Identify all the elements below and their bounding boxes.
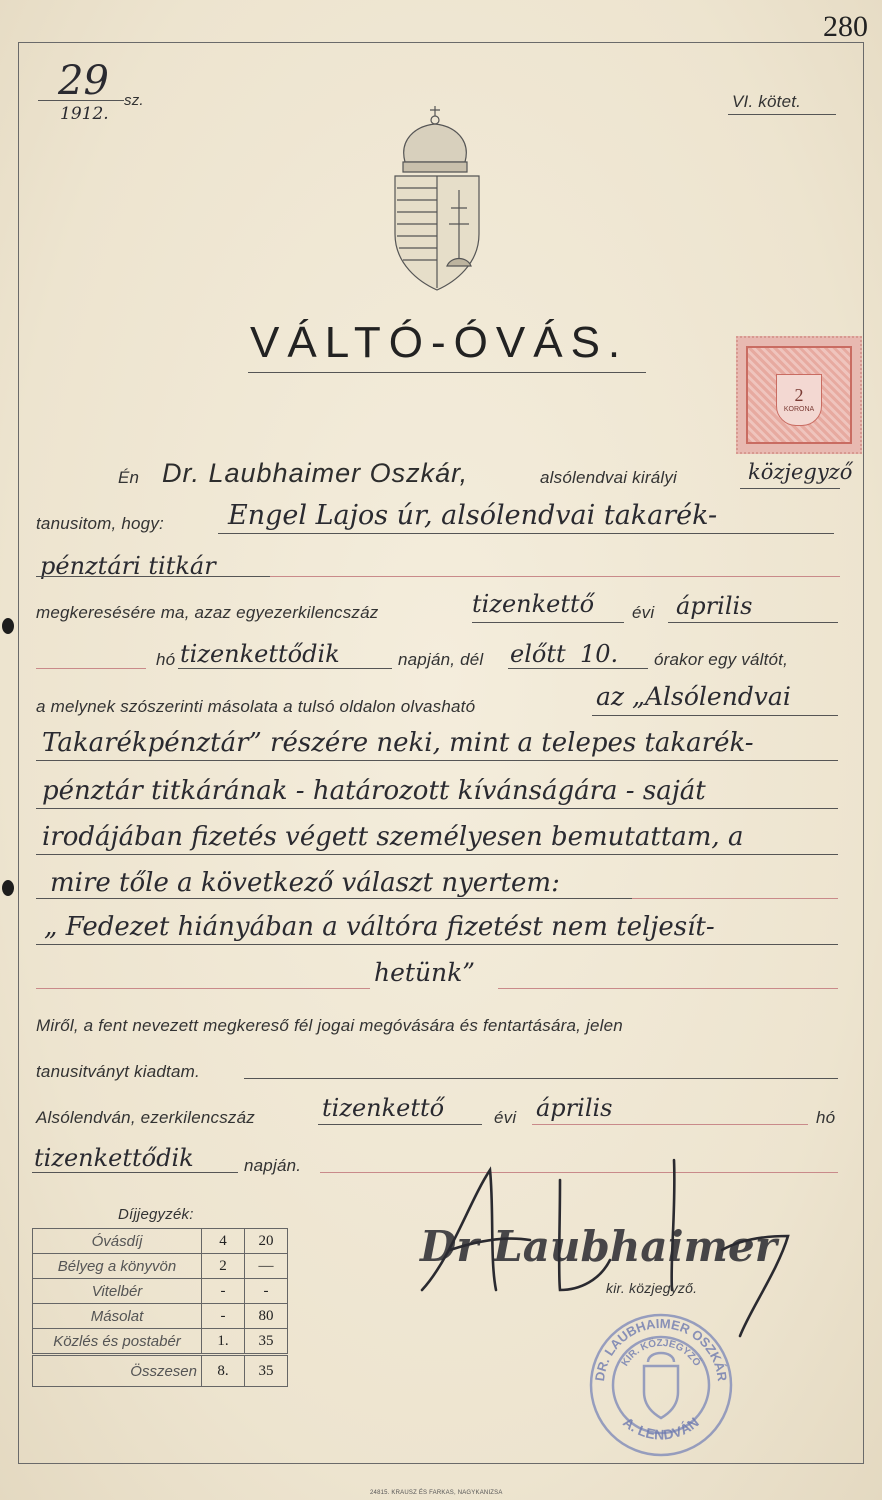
fee-korona: -: [202, 1304, 245, 1329]
place-year: tizenkettő: [322, 1094, 445, 1122]
requester-line-2: pénztári titkár: [40, 552, 216, 580]
seal-bottom-text: A. LENDVÁN: [620, 1413, 702, 1443]
title-line: [740, 488, 840, 489]
signature-title: kir. közjegyző.: [606, 1280, 698, 1296]
closing-rule: [244, 1078, 838, 1079]
fee-label: Óvásdíj: [33, 1229, 202, 1254]
hand-line-2: Takarékpénztár” részére neki, mint a telepes takarék-: [42, 728, 754, 758]
fees-table: [32, 1228, 288, 1387]
revenue-stamp: [736, 336, 862, 454]
fee-row: [33, 1229, 288, 1254]
orakor-text: órakor egy váltót,: [654, 650, 788, 669]
month-words: április: [676, 592, 753, 620]
day-words: tizenkettődik: [180, 640, 340, 668]
place-month: április: [536, 1094, 613, 1122]
fee-korona: -: [202, 1279, 245, 1304]
hand-line-7: hetünk”: [374, 958, 476, 987]
requester-fill-2: [270, 576, 840, 577]
place-napjan: napján.: [244, 1156, 302, 1175]
day-rule: [178, 668, 392, 669]
hand-line-1: az „Alsólendvai: [596, 682, 791, 711]
place-evi: évi: [494, 1108, 517, 1127]
signature: Dr Laubhaimer: [420, 1222, 777, 1271]
coat-of-arms-icon: [385, 104, 489, 296]
fee-row: [33, 1279, 288, 1304]
fee-row: [33, 1304, 288, 1329]
hand-rule-2: [36, 760, 838, 761]
hour-rule: [508, 668, 648, 669]
month-rule: [668, 622, 838, 623]
fee-label: Vitelbér: [33, 1279, 202, 1304]
hand-rule-3: [36, 808, 838, 809]
hand-rule-1: [592, 715, 838, 716]
hand-fill-7b: [498, 988, 838, 989]
hand-rule-6: [36, 944, 838, 945]
year-rule: [472, 622, 624, 623]
hand-fill-7a: [36, 988, 370, 989]
evi-label: évi: [632, 603, 655, 622]
number-rule: [38, 100, 124, 101]
fee-total-label: Összesen: [33, 1355, 202, 1387]
place-day: tizenkettődik: [34, 1144, 194, 1172]
volume-label: VI. kötet.: [732, 92, 802, 111]
fee-total-filler: 35: [245, 1355, 288, 1387]
hand-line-5: mire tőle a következő választ nyertem:: [50, 868, 560, 898]
en-label: Én: [118, 468, 140, 487]
title-rule: [248, 372, 646, 373]
fee-filler: -: [245, 1279, 288, 1304]
fee-korona: 1.: [202, 1329, 245, 1355]
fee-filler: —: [245, 1254, 288, 1279]
ho-label: hó: [156, 650, 176, 669]
document-number: 29: [58, 58, 109, 104]
napjan-del-label: napján, dél: [398, 650, 484, 669]
notary-name: Dr. Laubhaimer Oszkár,: [162, 458, 469, 488]
seal-outer-text: DR. LAUBHAIMER OSZKÁR: [592, 1315, 730, 1383]
official-seal-icon: [586, 1310, 736, 1460]
time-before: előtt: [510, 640, 566, 668]
document-title: VÁLTÓ-ÓVÁS.: [250, 318, 629, 367]
hand-rule-4: [36, 854, 838, 855]
hand-fill-5: [632, 898, 838, 899]
number-suffix: sz.: [124, 92, 144, 109]
fee-label: Közlés és postabér: [33, 1329, 202, 1355]
stamp-shield: [776, 374, 822, 426]
printer-imprint: 24815. KRAUSZ ÉS FARKAS, NAGYKANIZSA: [370, 1490, 503, 1496]
closing-line-2: tanusitványt kiadtam.: [36, 1062, 200, 1081]
year-words: tizenkettő: [472, 590, 595, 618]
fee-label: Másolat: [33, 1304, 202, 1329]
hand-rule-5: [36, 898, 632, 899]
seal-inner-text: KIR. KÖZJEGYZŐ: [619, 1337, 703, 1369]
hand-line-3: pénztár titkárának - határozott kívánságára - saját: [42, 776, 706, 806]
binding-hole: [2, 618, 14, 634]
tanusitom-label: tanusitom, hogy:: [36, 514, 164, 533]
requester-line-1: Engel Lajos úr, alsólendvai takarék-: [228, 500, 718, 531]
place-month-rule: [532, 1124, 808, 1125]
page-number: 280: [823, 10, 868, 43]
stamp-unit: KORONA: [783, 406, 815, 413]
stamp-value: 2: [794, 385, 804, 405]
place-ho: hó: [816, 1108, 836, 1127]
requester-rule-1: [218, 533, 834, 534]
notary-description: alsólendvai királyi: [540, 468, 678, 487]
volume-rule: [728, 114, 836, 115]
place-year-rule: [318, 1124, 482, 1125]
requester-rule-2: [36, 576, 270, 577]
fee-korona: 2: [202, 1254, 245, 1279]
request-text: megkeresésére ma, azaz egyezerkilencszáz: [36, 603, 379, 622]
fee-filler: 35: [245, 1329, 288, 1355]
fees-title: Díjjegyzék:: [118, 1206, 194, 1223]
fee-total-row: [33, 1355, 288, 1387]
document-year: 1912.: [60, 104, 109, 124]
notary-title: közjegyző: [748, 460, 853, 484]
hour-value: 10.: [580, 640, 619, 668]
binding-hole: [2, 880, 14, 896]
hand-line-4: irodájában fizetés végett személyesen bemutattam, a: [42, 822, 744, 852]
copy-text: a melynek szószerinti másolata a tulsó oldalon olvasható: [36, 697, 476, 716]
place-text: Alsólendván, ezerkilencszáz: [36, 1108, 255, 1127]
fee-label: Bélyeg a könyvön: [33, 1254, 202, 1279]
fee-row: [33, 1329, 288, 1355]
place-day-rule: [32, 1172, 238, 1173]
hand-line-6: „ Fedezet hiányában a váltóra fizetést nem teljesít-: [44, 912, 715, 942]
closing-line-1: Miről, a fent nevezett megkereső fél jogai megóvására és fentartására, jelen: [36, 1016, 623, 1035]
fee-row: [33, 1254, 288, 1279]
fee-filler: 80: [245, 1304, 288, 1329]
fee-korona: 4: [202, 1229, 245, 1254]
fee-total-korona: 8.: [202, 1355, 245, 1387]
day-fill: [36, 668, 146, 669]
svg-text:DR. LAUBHAIMER OSZKÁR: [592, 1316, 730, 1383]
fees-body: [33, 1229, 288, 1387]
fee-filler: 20: [245, 1229, 288, 1254]
